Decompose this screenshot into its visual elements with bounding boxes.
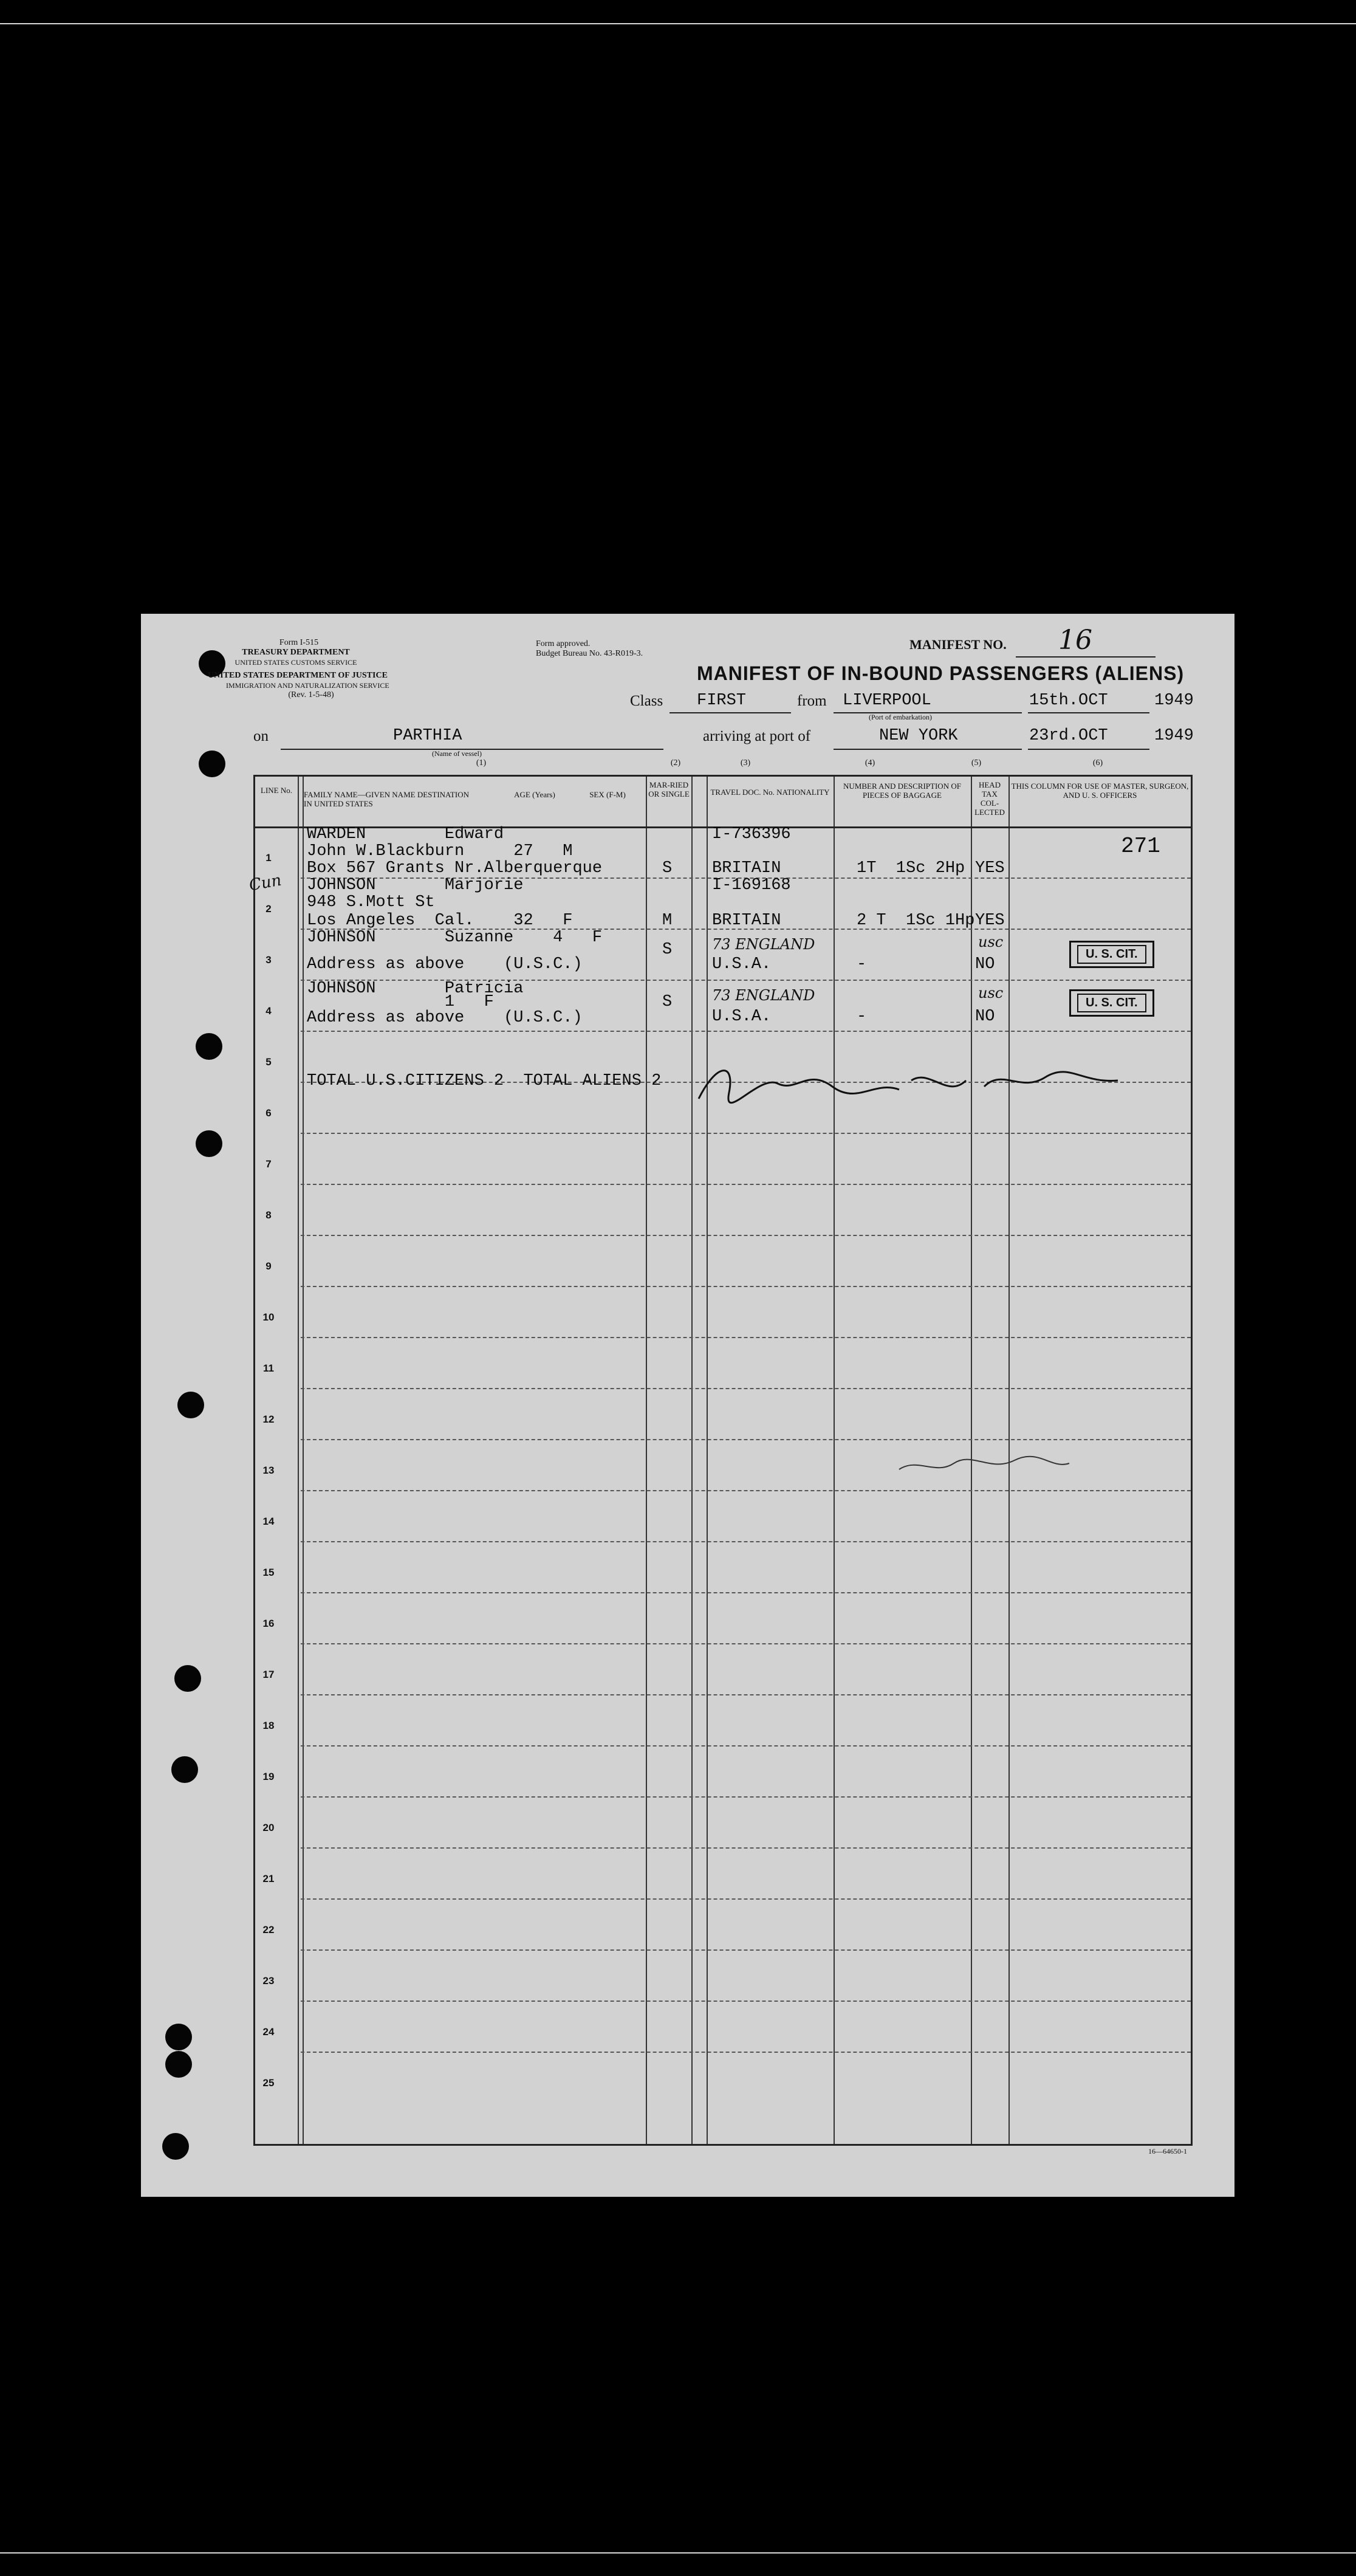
table-row bbox=[255, 1236, 1191, 1287]
line-number: 21 bbox=[262, 1873, 275, 1884]
line-number: 7 bbox=[265, 1158, 272, 1170]
table-row bbox=[255, 1134, 1191, 1185]
entry-travel-doc: I-169168 bbox=[712, 876, 791, 895]
class-label: Class bbox=[630, 693, 663, 709]
entry-head-tax-handwritten: usc bbox=[978, 984, 1004, 1001]
top-border-line bbox=[0, 23, 1356, 24]
line-number: 5 bbox=[265, 1056, 272, 1068]
form-number: Form I-515 bbox=[279, 638, 319, 647]
line-number: 2 bbox=[265, 903, 272, 915]
arriving-label: arriving at port of bbox=[703, 728, 811, 744]
entry-marital: S bbox=[662, 941, 673, 959]
customs-service: UNITED STATES CUSTOMS SERVICE bbox=[235, 658, 357, 667]
table-row bbox=[255, 1798, 1191, 1849]
table-row bbox=[255, 1695, 1191, 1747]
line-number: 19 bbox=[262, 1771, 275, 1782]
header-married: MAR-RIED OR SINGLE bbox=[648, 780, 690, 799]
from-label: from bbox=[797, 693, 827, 709]
line-number: 12 bbox=[262, 1413, 275, 1425]
entry-marital: M bbox=[662, 912, 673, 930]
line-number: 25 bbox=[262, 2077, 275, 2089]
line-number: 20 bbox=[262, 1822, 275, 1833]
entry-name: John W.Blackburn 27 M bbox=[307, 842, 573, 860]
arrival-port-underline bbox=[834, 749, 1022, 750]
line-number: 17 bbox=[262, 1669, 275, 1680]
col-number: (1) bbox=[476, 758, 487, 768]
line-number: 24 bbox=[262, 2026, 275, 2038]
form-revision: (Rev. 1-5-48) bbox=[288, 690, 334, 699]
table-row bbox=[255, 1338, 1191, 1389]
entry-travel-doc-handwritten: 73 ENGLAND bbox=[712, 987, 815, 1004]
treasury-dept: TREASURY DEPARTMENT bbox=[242, 648, 350, 657]
justice-dept: UNITED STATES DEPARTMENT OF JUSTICE bbox=[208, 671, 388, 680]
passenger-table bbox=[247, 775, 1193, 2146]
header-age: AGE (Years) bbox=[514, 790, 555, 799]
arrival-date: 23rd.OCT bbox=[1029, 727, 1108, 745]
entry-baggage: - bbox=[857, 1008, 867, 1026]
line-number: 11 bbox=[263, 1362, 274, 1374]
punch-hole bbox=[196, 1130, 222, 1157]
entry-nationality: U.S.A. bbox=[712, 955, 772, 974]
entry-marital: S bbox=[662, 993, 673, 1011]
signature-scribble bbox=[693, 1056, 1130, 1111]
entry-destination: Address as above (U.S.C.) bbox=[307, 1009, 583, 1027]
header-officers: THIS COLUMN FOR USE OF MASTER, SURGEON, AND U. S. OFFICERS bbox=[1011, 781, 1189, 800]
entry-head-tax-handwritten: usc bbox=[978, 933, 1004, 950]
on-label: on bbox=[253, 728, 269, 744]
table-row bbox=[255, 2053, 1191, 2104]
punch-hole bbox=[165, 2051, 192, 2078]
header-line-no: LINE No. bbox=[261, 786, 292, 795]
class-underline bbox=[669, 712, 791, 713]
entry-destination: Los Angeles Cal. 32 F bbox=[307, 912, 573, 930]
entry-name: JOHNSON Marjorie bbox=[307, 876, 524, 895]
us-citizen-stamp bbox=[1069, 989, 1154, 1017]
vessel-caption: (Name of vessel) bbox=[432, 749, 482, 758]
ins-service: IMMIGRATION AND NATURALIZATION SERVICE bbox=[226, 681, 389, 690]
entry-nationality: U.S.A. bbox=[712, 1008, 772, 1026]
stamp-text: U. S. CIT. bbox=[1077, 994, 1146, 1012]
col-number: (4) bbox=[865, 758, 875, 768]
arrival-port: NEW YORK bbox=[879, 727, 958, 745]
entry-baggage: 1T 1Sc 2Hp bbox=[857, 859, 965, 878]
bottom-border-line bbox=[0, 2552, 1356, 2554]
line-number: 22 bbox=[262, 1924, 275, 1935]
punch-hole bbox=[171, 1756, 198, 1783]
table-row bbox=[255, 1491, 1191, 1542]
col-number: (5) bbox=[971, 758, 982, 768]
entry-nationality: BRITAIN bbox=[712, 912, 781, 930]
entry-destination: Box 567 Grants Nr.Alberquerque bbox=[307, 859, 603, 878]
line-number: 18 bbox=[262, 1720, 275, 1731]
margin-handwritten-mark: Cun bbox=[247, 871, 283, 895]
header-head-tax: HEAD TAX COL-LECTED bbox=[974, 780, 1005, 817]
table-row bbox=[255, 1849, 1191, 1900]
arrival-year: 1949 bbox=[1154, 727, 1194, 745]
entry-nationality: BRITAIN bbox=[712, 859, 781, 878]
footer-code: 16—64650-1 bbox=[1148, 2147, 1187, 2155]
header-name: FAMILY NAME—GIVEN NAME DESTINATION IN UNITED STATES bbox=[304, 790, 470, 808]
table-row bbox=[255, 1951, 1191, 2002]
entry-head-tax: YES bbox=[975, 859, 1005, 878]
line-number: 9 bbox=[265, 1260, 272, 1272]
table-row bbox=[255, 1389, 1191, 1440]
line-number: 23 bbox=[262, 1975, 275, 1987]
table-row bbox=[255, 1900, 1191, 1951]
manifest-number-handwritten: 16 bbox=[1058, 625, 1092, 656]
punch-hole bbox=[196, 1033, 222, 1060]
entry-baggage: 2 T 1Sc 1Hp bbox=[857, 912, 975, 930]
totals-line: TOTAL U.S.CITIZENS 2 TOTAL ALIENS 2 bbox=[307, 1072, 662, 1090]
punch-hole bbox=[162, 2133, 189, 2160]
line-number: 14 bbox=[262, 1516, 275, 1527]
budget-bureau: Budget Bureau No. 43-R019-3. bbox=[536, 649, 643, 658]
embarkation-port: LIVERPOOL bbox=[843, 692, 931, 710]
class-value: FIRST bbox=[697, 692, 747, 710]
entry-travel-doc-handwritten: 73 ENGLAND bbox=[712, 936, 815, 953]
entry-name: WARDEN Edward bbox=[307, 825, 504, 843]
depart-date-underline bbox=[1028, 712, 1149, 713]
entry-name: JOHNSON Suzanne 4 F bbox=[307, 929, 603, 947]
entry-age-sex: 1 F bbox=[307, 993, 494, 1011]
header-travel-doc: TRAVEL DOC. No. NATIONALITY bbox=[710, 788, 830, 797]
line-number: 6 bbox=[265, 1107, 272, 1119]
table-row bbox=[255, 1644, 1191, 1695]
line-number: 15 bbox=[262, 1567, 275, 1578]
entry-destination: Address as above (U.S.C.) bbox=[307, 955, 583, 974]
stamp-text: U. S. CIT. bbox=[1077, 945, 1146, 964]
line-number: 13 bbox=[262, 1465, 275, 1476]
punch-hole bbox=[199, 750, 225, 777]
entry-head-tax: YES bbox=[975, 912, 1005, 930]
manifest-title: MANIFEST OF IN-BOUND PASSENGERS (ALIENS) bbox=[697, 662, 1185, 684]
punch-hole bbox=[165, 2024, 192, 2050]
faint-scribble bbox=[893, 1445, 1075, 1482]
punch-hole bbox=[177, 1392, 204, 1418]
entry-head-tax: NO bbox=[975, 1008, 995, 1026]
punch-hole bbox=[174, 1665, 201, 1692]
line-number: 3 bbox=[265, 954, 272, 966]
header-baggage: NUMBER AND DESCRIPTION OF PIECES OF BAGGAGE bbox=[843, 781, 961, 800]
vessel-name: PARTHIA bbox=[393, 727, 462, 745]
table-row bbox=[255, 1747, 1191, 1798]
entry-officer-number: 271 bbox=[1121, 834, 1160, 859]
entry-travel-doc: I-736396 bbox=[712, 825, 791, 843]
table-row bbox=[255, 1185, 1191, 1236]
table-row bbox=[255, 1287, 1191, 1338]
table-row bbox=[255, 1593, 1191, 1644]
table-row bbox=[255, 1542, 1191, 1593]
departure-date: 15th.OCT bbox=[1029, 692, 1108, 710]
manifest-number-label: MANIFEST NO. bbox=[909, 637, 1007, 652]
manifest-number-line bbox=[1016, 656, 1156, 658]
col-number: (2) bbox=[670, 758, 681, 768]
col-number: (3) bbox=[740, 758, 751, 768]
line-number: 4 bbox=[265, 1005, 272, 1017]
col-number: (6) bbox=[1092, 758, 1103, 768]
entry-marital: S bbox=[662, 859, 673, 878]
line-number: 10 bbox=[262, 1311, 275, 1323]
manifest-page bbox=[141, 614, 1234, 2197]
table-row bbox=[255, 2002, 1191, 2053]
line-number: 8 bbox=[265, 1209, 272, 1221]
entry-baggage: - bbox=[857, 955, 867, 974]
line-number: 16 bbox=[262, 1618, 275, 1629]
departure-year: 1949 bbox=[1154, 692, 1194, 710]
us-citizen-stamp bbox=[1069, 941, 1154, 968]
entry-head-tax: NO bbox=[975, 955, 995, 974]
header-sex: SEX (F-M) bbox=[589, 790, 626, 799]
entry-destination: 948 S.Mott St bbox=[307, 893, 435, 912]
arrive-date-underline bbox=[1028, 749, 1149, 750]
form-approved: Form approved. bbox=[536, 639, 591, 648]
line-number: 1 bbox=[265, 852, 272, 864]
entry-name: JOHNSON Patricia bbox=[307, 980, 524, 998]
embarkation-caption: (Port of embarkation) bbox=[869, 713, 932, 721]
